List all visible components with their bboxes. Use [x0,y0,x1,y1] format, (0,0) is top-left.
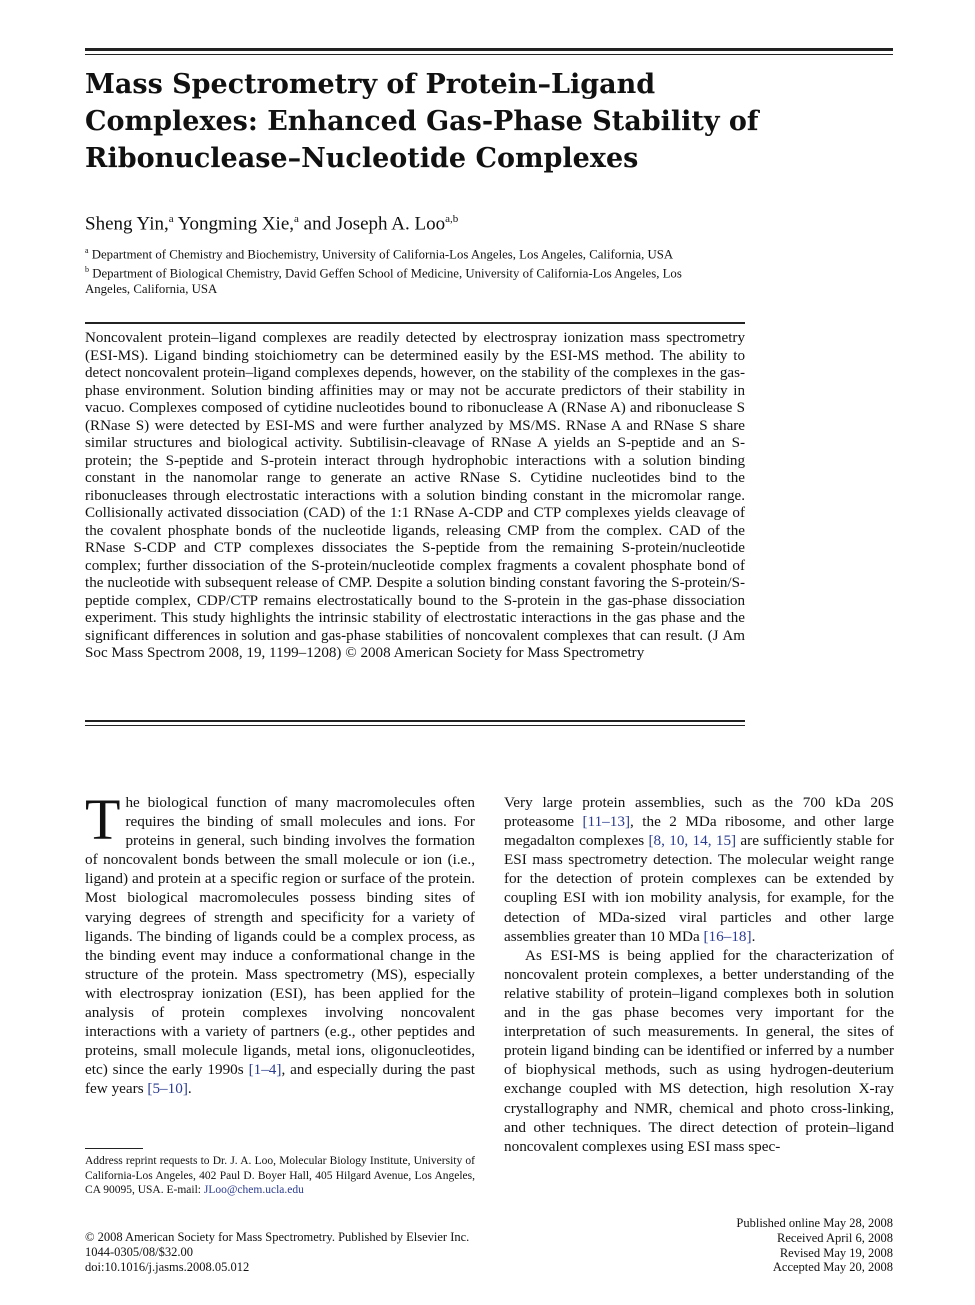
header-rule-thin [85,54,893,55]
published-online-date: Published online May 28, 2008 [736,1216,893,1230]
body-column-left [85,787,475,1099]
body-paragraph [504,793,894,946]
author-list [85,213,458,235]
author-name: and Joseph A. Loo [298,213,446,235]
abstract-rule-bottom-thick [85,720,745,722]
affiliation-mark: a [85,246,89,255]
citation-link[interactable]: [8, 10, 14, 15] [648,832,737,850]
body-column-right [504,793,894,1156]
body-text: , the 2 MDa ribosome, and other large megadalton complexes [504,813,894,850]
received-date: Received April 6, 2008 [777,1230,893,1245]
affiliations [85,243,695,297]
drop-cap: T [85,787,121,852]
dates-block [736,1216,893,1275]
citation-link[interactable]: [16–18] [703,927,752,945]
body-text: . [187,1080,192,1098]
header-rule-thick [85,48,893,51]
affiliation [85,262,695,296]
author-affil-mark: a [294,213,299,225]
body-paragraph: As ESI-MS is being applied for the characterization of noncovalent protein complexes, a better understanding of the relative stability of protein–ligand complexes both in solution and in the gas phase becomes very important for the interpretation of such measurements. In general, the sites of protein ligand binding can be identified or inferred by a number of biophysical methods, such as using hydrogen-deuterium exchange coupled with MS detection, high resolution X-ray crystallography and NMR, chemical and photo cross-linking, and other techniques. The direct detection of protein–ligand noncovalent complexes using ESI mass spec- [504,946,894,1155]
copyright-block [85,1230,469,1274]
author-affil-mark: a [168,213,174,225]
citation-link[interactable]: [5–10] [147,1080,188,1098]
body-text: , and especially during the past few years [85,1061,475,1098]
body-text: Very large protein assemblies, such as the 700 kDa 20S proteasome [504,794,894,831]
footnote-text: Address reprint requests to Dr. J. A. Loo, Molecular Biology Institute, University of California-Los Angeles, 402 Paul D. Boyer Hall, 405 Hilgard Avenue, Los Angeles, CA 90095, USA. E-mail: [85,1155,475,1196]
title-line: Mass Spectrometry of Protein–Ligand [85,69,656,100]
doi[interactable]: doi:10.1016/j.jasms.2008.05.012 [85,1259,250,1274]
author-name: Sheng Yin, [85,213,169,235]
citation-link[interactable]: [11–13] [582,813,631,831]
author-name: Yongming Xie, [173,213,294,235]
footnote-rule [85,1148,143,1149]
email-link[interactable]: JLoo@chem.ucla.edu [203,1184,304,1196]
body-text: . [751,927,756,945]
title-line: Ribonuclease–Nucleotide Complexes [85,143,639,174]
affiliation-text: Department of Biological Chemistry, David Geffen School of Medicine, University of California-Los Angeles, Los Angeles, California, USA [85,266,682,296]
abstract: Noncovalent protein–ligand complexes are readily detected by electrospray ionization mass spectrometry (ESI-MS). Ligand binding stoichiometry can be determined easily by the ESI-MS method. The ability to detect noncovalent protein–ligand complexes depends, however, on the stability of the complexes in the gas-phase environment. Solution binding affinities may or may not be accurate predictors of their stability in vacuo. Complexes composed of cytidine nucleotides bound to ribonuclease A (RNase A) and ribonuclease S (RNase S) were detected by ESI-MS and were further analyzed by MS/MS. RNase A and RNase S share similar structures and biological activity. Subtilisin-cleavage of RNase A yields an S-peptide and an S-protein; the S-peptide and S-protein interact through hydrophobic interactions with a solution binding constant in the nanomolar range to generate an active RNase S. Cytidine nucleotides bind to the ribonucleases through electrostatic interactions with a solution binding constant in the micromolar range. Collisionally activated dissociation (CAD) of the 1:1 RNase A-CDP and CTP complexes yields cleavage of the covalent phosphate bonds of the nucleotide ligands, releasing CMP from the complex. CAD of the RNase S-CDP and CTP complexes dissociates the S-peptide from the remaining S-protein/nucleotide complex; further dissociation of the S-protein/nucleotide complex fragments a covalent phosphate bond of the nucleotide with subsequent release of CMP. Despite a solution binding constant favoring the S-protein/S-peptide complex, CDP/CTP remains electrostatically bound to the S-protein in the gas-phase dissociation experiment. This study highlights the intrinsic stability of electrostatic interactions in the gas phase and the significant differences in solution and gas-phase stabilities of noncovalent complexes that can result. (J Am Soc Mass Spectrom 2008, 19, 1199–1208) © 2008 American Society for Mass Spectrometry [85,330,745,661]
article-title [85,66,885,177]
correspondence-footnote [85,1154,475,1198]
abstract-rule-top [85,322,745,324]
title-line: Complexes: Enhanced Gas-Phase Stability of [85,106,759,137]
copyright-line: © 2008 American Society for Mass Spectrometry. Published by Elsevier Inc. [85,1230,470,1244]
abstract-rule-bottom-thin [85,725,745,726]
body-text: are sufficiently stable for ESI mass spectrometry detection. The molecular weight range for the detection of protein complexes can be extended by coupling ESI with ion mobility analysis, for example, for the detection of MDa-sized viral particles and other large assemblies greater than 10 MDa [504,832,894,945]
affiliation-mark: b [85,265,89,275]
affiliation-text: Department of Chemistry and Biochemistry, University of California-Los Angeles, Los Angeles, California, USA [88,247,674,262]
issn-price: 1044-0305/08/$32.00 [85,1244,193,1259]
affiliation [85,243,695,262]
body-paragraph [85,787,475,1099]
body-text: he biological function of many macromolecules often requires the binding of small molecules and ions. For proteins in general, such binding involves the formation of noncovalent bonds between the small molecule or ion (i.e., ligand) and protein at a specific region or surface of the protein. Most biological macromolecules possess binding sites of varying degrees of strength and specificity for a variety of ligands. The binding of ligands could be a complex process, as the binding event may induce a conformational change in the structure of the protein. Mass spectrometry (MS), especially with electrospray ionization (ESI), has been applied for the analysis of protein complexes involving noncovalent interactions with a variety of partners (e.g., other peptides and proteins, small molecule ligands, metal ions, oligonucleotides, etc) since the early 1990s [85,794,475,1079]
citation-link[interactable]: [1–4] [248,1061,282,1079]
revised-date: Revised May 19, 2008 [779,1245,893,1260]
author-affil-mark: a,b [445,213,459,225]
accepted-date: Accepted May 20, 2008 [772,1260,893,1275]
